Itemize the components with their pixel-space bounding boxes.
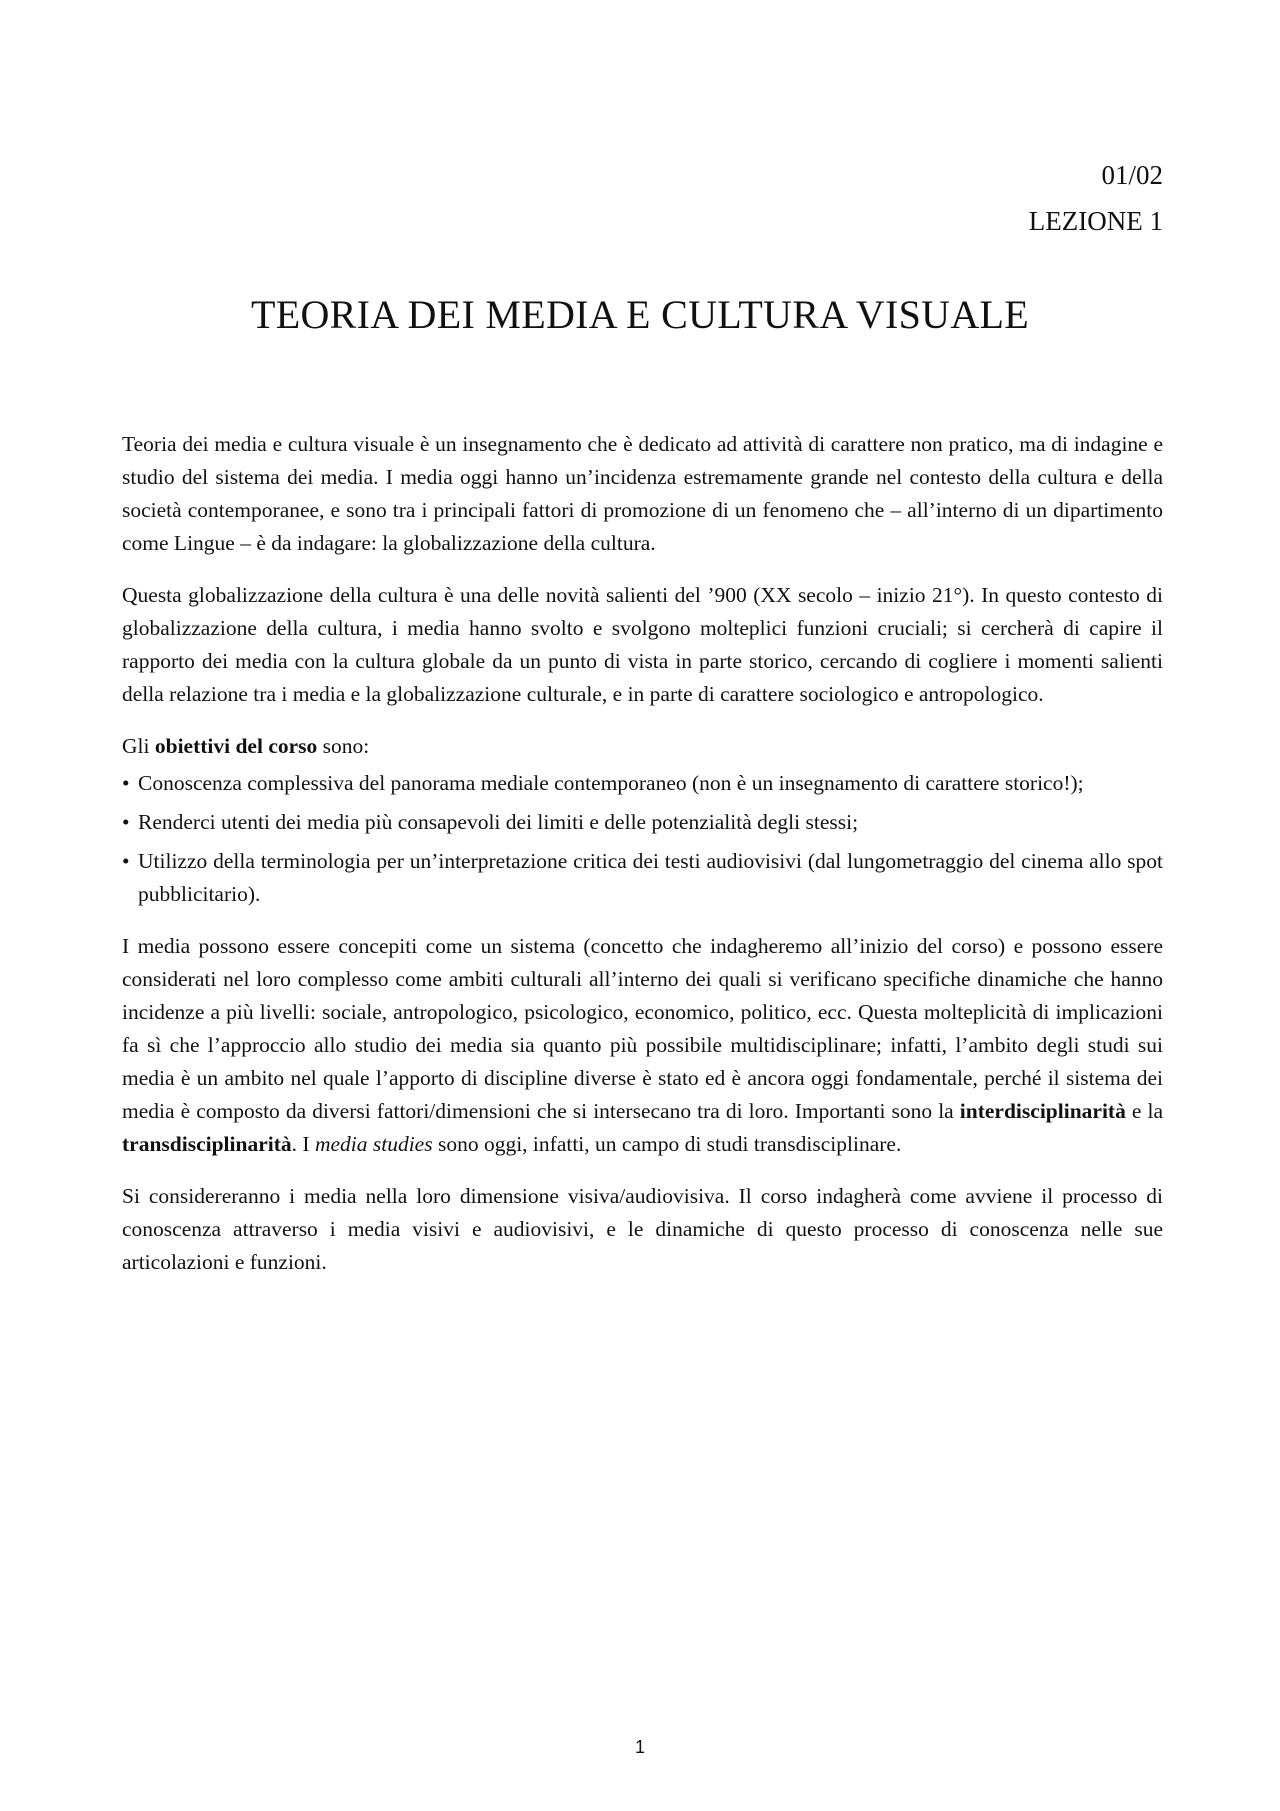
paragraph-intro: Teoria dei media e cultura visuale è un insegnamento che è dedicato ad attività di carattere non pratico, ma di indagine e studio del sistema dei media. I media oggi hanno un’incidenza estremamente grande nel contesto della cultura e della società contemporanee, e sono tra i principali fattori di promozione di un fenomeno che – all’interno di un dipartimento come Lingue – è da indagare: la globalizzazione della cultura. xyxy=(122,432,1163,555)
bullet-icon: • xyxy=(122,810,130,834)
bullet-icon: • xyxy=(122,849,130,873)
term-interdisciplinarity: interdisciplinarità xyxy=(959,1099,1126,1123)
system-text-2: e la xyxy=(1125,1099,1164,1123)
system-text-3: . I xyxy=(291,1132,315,1156)
list-item-text: Conoscenza complessiva del panorama mediale contemporaneo (non è un insegnamento di carattere storico!); xyxy=(138,771,1084,795)
system-text-4: sono oggi, infatti, un campo di studi transdisciplinare. xyxy=(432,1132,902,1156)
objectives-list xyxy=(122,767,1163,911)
objectives-bold: obiettivi del corso xyxy=(154,734,318,758)
list-item xyxy=(122,767,1163,800)
term-transdisciplinarity: transdisciplinarità xyxy=(122,1132,292,1156)
paragraph-system xyxy=(122,930,1163,1161)
list-item-text: Renderci utenti dei media più consapevoli dei limiti e delle potenzialità degli stessi; xyxy=(138,810,859,834)
list-item xyxy=(122,806,1163,839)
paragraph-globalization: Questa globalizzazione della cultura è una delle novità salienti del ’900 (XX secolo – inizio 21°). In questo contesto di globalizzazione della cultura, i media hanno svolto e svolgono molteplici funzioni cruciali; si cercherà di capire il rapporto dei media con la cultura globale da un punto di vista in parte storico, cercando di cogliere i momenti salienti della relazione tra i media e la globalizzazione culturale, e in parte di carattere sociologico e antropologico. xyxy=(122,583,1163,706)
paragraph-visual: Si considereranno i media nella loro dimensione visiva/audiovisiva. Il corso indagherà come avviene il processo di conoscenza attraverso i media visivi e audiovisivi, e le dinamiche di questo processo di conoscenza nelle sue articolazioni e funzioni. xyxy=(122,1184,1163,1274)
system-text-1: I media possono essere concepiti come un sistema (concetto che indagheremo all’inizio del corso) e possono essere considerati nel loro complesso come ambiti culturali all’interno dei quali si verificano specifiche dinamiche che hanno incidenze a più livelli: sociale, antropologico, psicologico, economico, politico, ecc. Questa molteplicità di implicazioni fa sì che l’approccio allo studio dei media sia quanto più possibile multidisciplinare; infatti, l’ambito degli studi sui media è un ambito nel quale l’apporto di discipline diverse è stato ed è ancora oggi fondamentale, perché il sistema dei media è composto da diversi fattori/dimensioni che si intersecano tra di loro. Importanti sono la xyxy=(122,934,1163,1123)
objectives-suffix: sono: xyxy=(317,734,370,758)
objectives-heading xyxy=(122,730,1163,763)
lesson-number: LEZIONE 1 xyxy=(1028,206,1163,236)
objectives-prefix: Gli xyxy=(122,734,155,758)
document-body xyxy=(122,428,1163,1298)
bullet-icon: • xyxy=(122,771,130,795)
term-media-studies: media studies xyxy=(314,1132,433,1156)
list-item xyxy=(122,845,1163,911)
header-block xyxy=(1029,152,1163,244)
page-number: 1 xyxy=(634,1737,645,1757)
list-item-text: Utilizzo della terminologia per un’interpretazione critica dei testi audiovisivi (dal lungometraggio del cinema allo spot pubblicitario). xyxy=(138,849,1163,906)
document-title: TEORIA DEI MEDIA E CULTURA VISUALE xyxy=(251,292,1029,337)
lesson-date: 01/02 xyxy=(1101,160,1163,190)
